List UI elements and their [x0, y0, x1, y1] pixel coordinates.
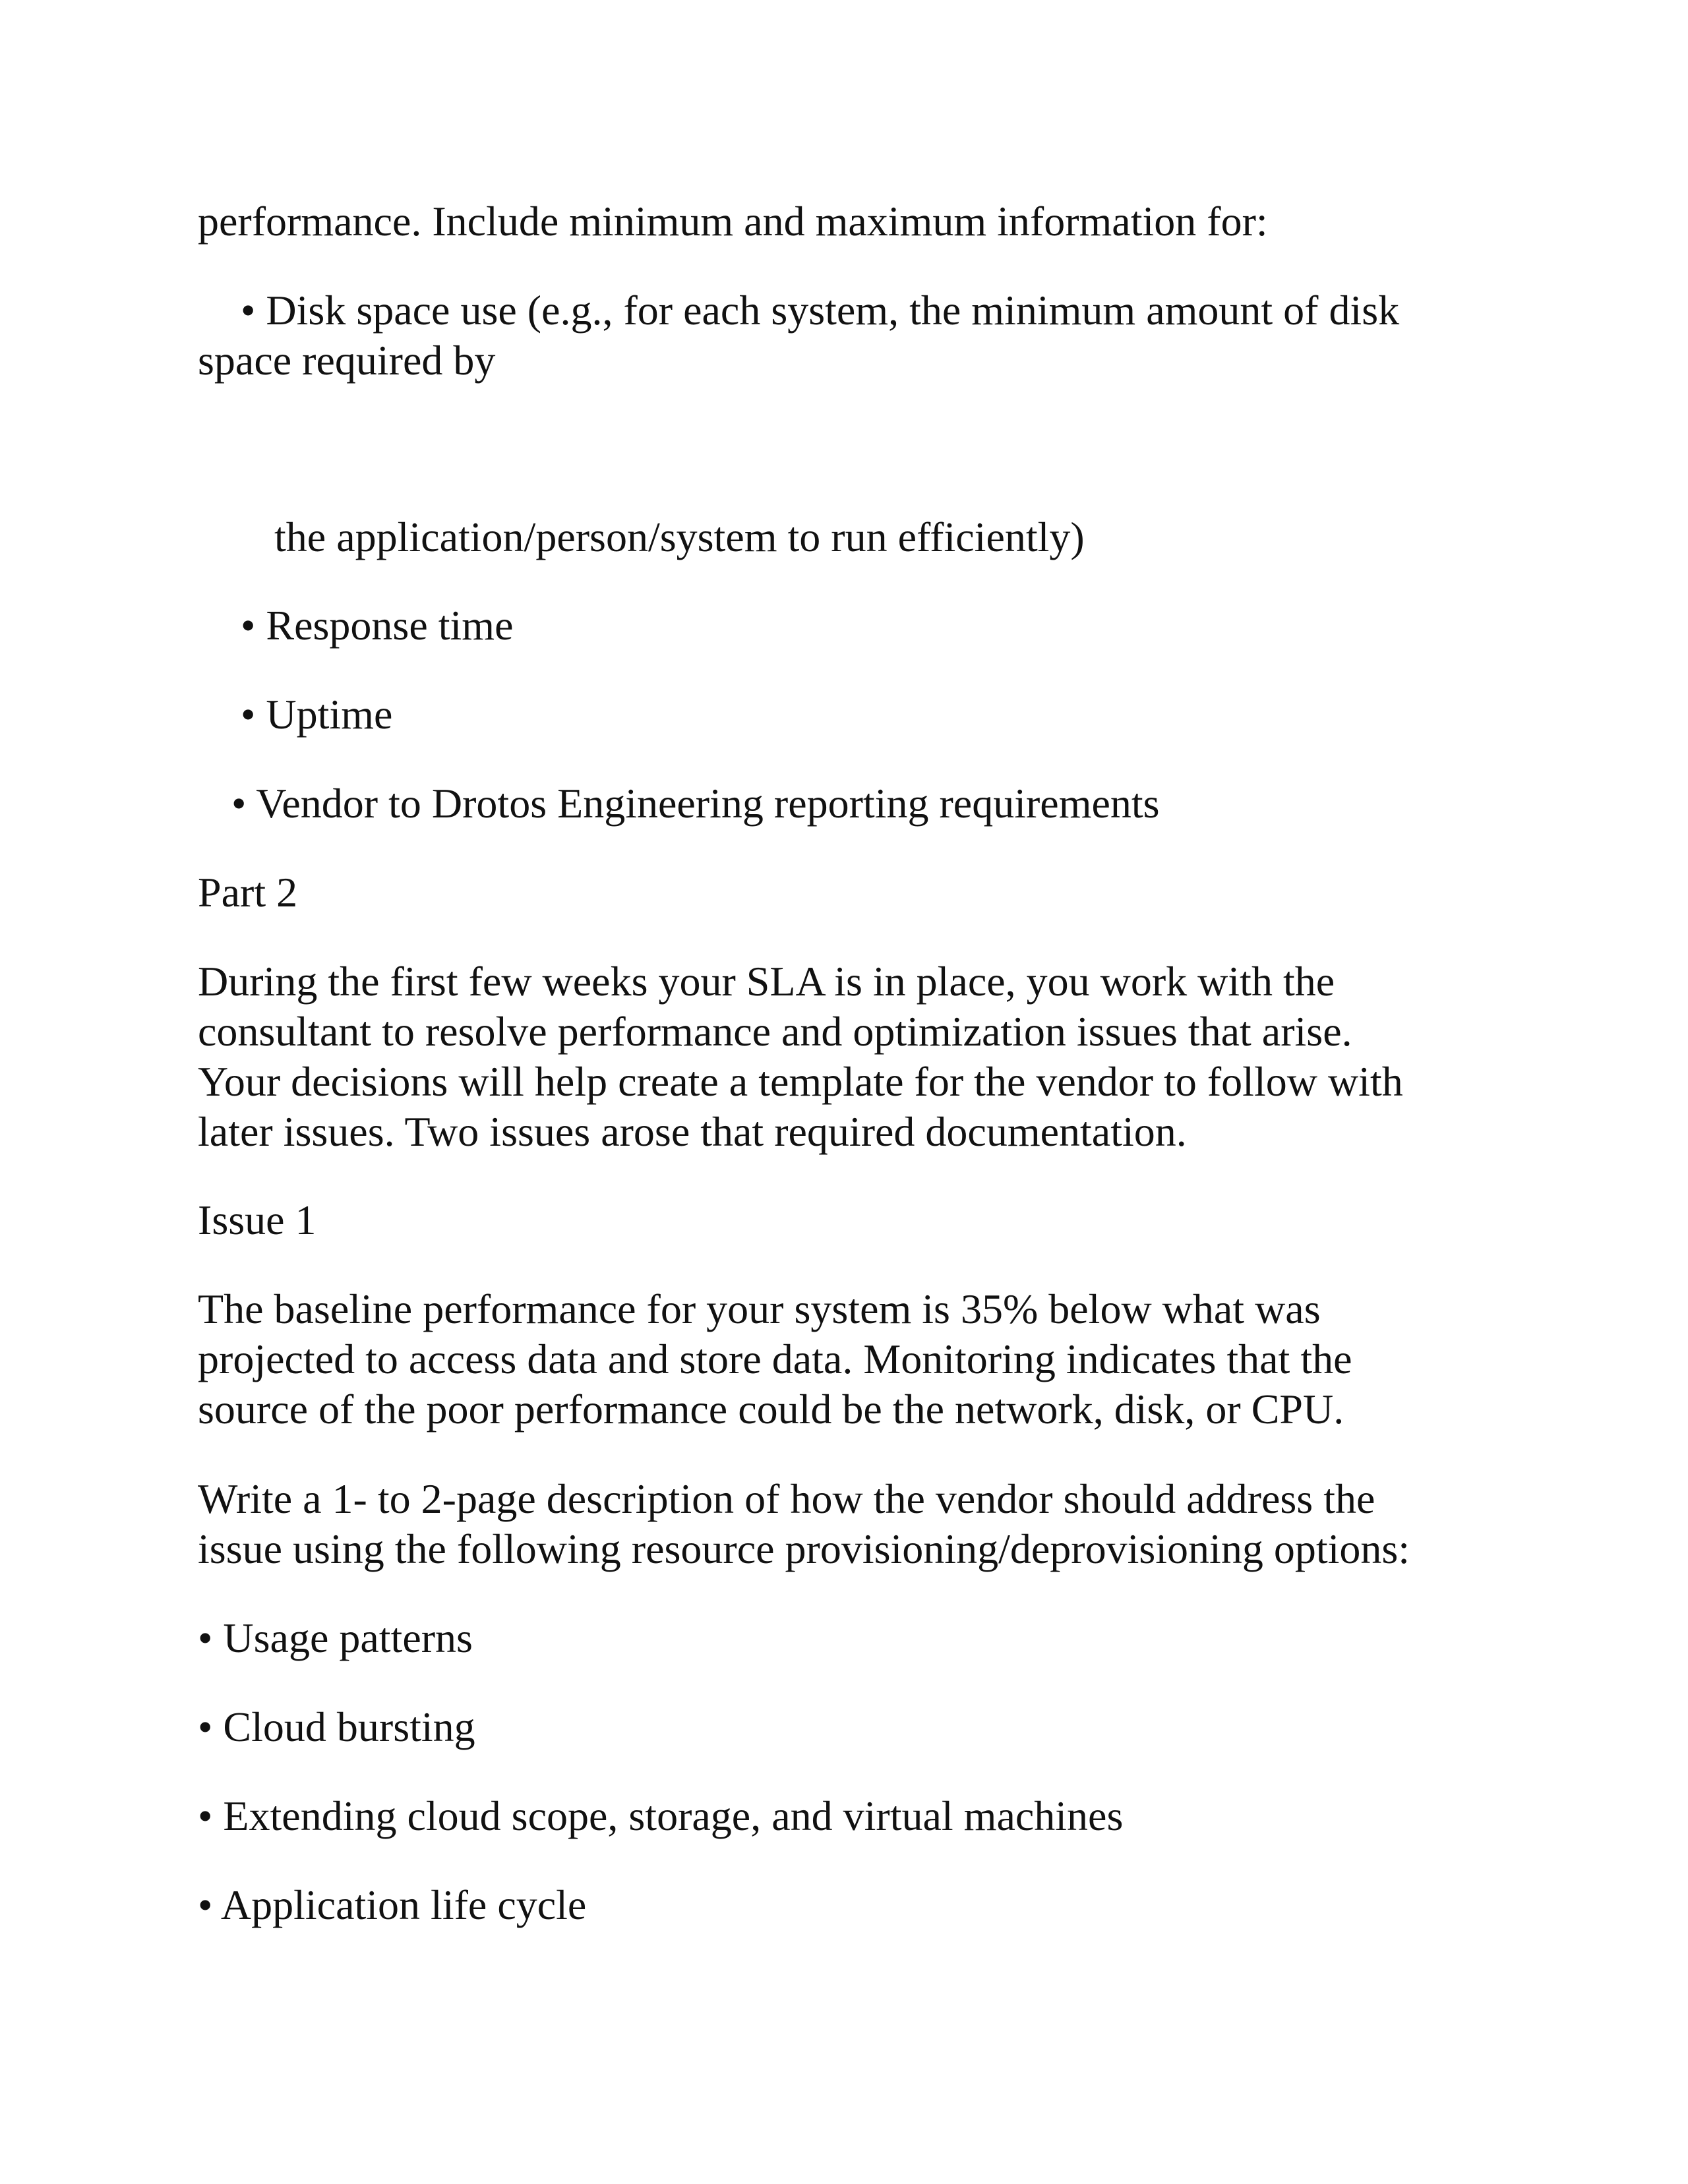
issue1-heading: Issue 1 [198, 1196, 316, 1243]
option-usage-patterns: • Usage patterns [198, 1614, 473, 1661]
part2-paragraph-line: later issues. Two issues arose that required documentation. [198, 1108, 1187, 1155]
bullet-response-time: • Response time [241, 602, 514, 649]
task-paragraph-line: issue using the following resource provisioning/deprovisioning options: [198, 1525, 1410, 1572]
option-cloud-bursting: • Cloud bursting [198, 1703, 475, 1750]
part2-paragraph-line: During the first few weeks your SLA is in place, you work with the [198, 958, 1335, 1005]
bullet-vendor-reporting: • Vendor to Drotos Engineering reporting requirements [231, 780, 1160, 827]
option-extending-cloud-scope: • Extending cloud scope, storage, and virtual machines [198, 1792, 1124, 1839]
option-application-life-cycle: • Application life cycle [198, 1881, 587, 1928]
part2-paragraph-line: Your decisions will help create a template for the vendor to follow with [198, 1058, 1403, 1105]
issue1-paragraph-line: source of the poor performance could be the network, disk, or CPU. [198, 1386, 1344, 1432]
issue1-paragraph-line: projected to access data and store data. Monitoring indicates that the [198, 1336, 1352, 1382]
part2-paragraph-line: consultant to resolve performance and optimization issues that arise. [198, 1008, 1352, 1055]
task-paragraph-line: Write a 1- to 2-page description of how the vendor should address the [198, 1475, 1375, 1522]
bullet-disk-space-line1: • Disk space use (e.g., for each system, the minimum amount of disk [241, 287, 1400, 334]
part2-paragraph [198, 957, 1517, 1157]
bullet-disk-space-line2: space required by [198, 337, 496, 384]
task-paragraph [198, 1474, 1517, 1574]
part2-heading: Part 2 [198, 869, 298, 916]
bullet-uptime: • Uptime [241, 691, 393, 738]
issue1-paragraph-line: The baseline performance for your system is 35% below what was [198, 1285, 1321, 1332]
issue1-paragraph [198, 1284, 1517, 1434]
intro-line: performance. Include minimum and maximum information for: [198, 198, 1268, 245]
bullet-disk-space-continuation: the application/person/system to run efficiently) [274, 514, 1085, 560]
